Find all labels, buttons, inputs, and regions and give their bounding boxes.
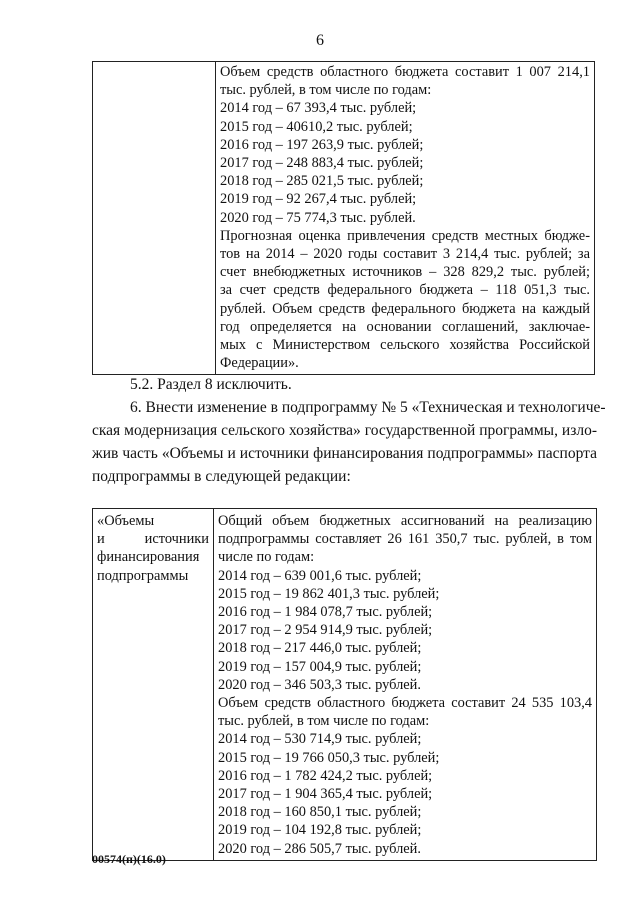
table-line: Федерации». — [220, 355, 299, 372]
table-line: 2015 год – 19 766 050,3 тыс. рублей; — [218, 749, 440, 766]
table-line: 2014 год – 530 714,9 тыс. рублей; — [218, 731, 422, 748]
funding-table-continued — [92, 61, 595, 375]
paragraph-line: жив часть «Объемы и источники финансирования подпрограммы» паспорта — [92, 445, 597, 462]
document-code: 00574(п)(16.0) — [92, 852, 166, 866]
table-line: 2015 год – 40610,2 тыс. рублей; — [220, 118, 413, 135]
table-line: счет внебюджетных источников – 328 829,2 тыс. рублей; — [220, 264, 590, 281]
paragraph-line: ская модернизация сельского хозяйства» государственной программы, изло- — [92, 422, 597, 439]
table-row — [93, 509, 597, 861]
table-line: 2016 год – 1 782 424,2 тыс. рублей; — [218, 767, 433, 784]
table-line: Объем средств областного бюджета составит 1 007 214,1 — [220, 64, 590, 80]
table-line: 2017 год – 1 904 365,4 тыс. рублей; — [218, 786, 433, 803]
table-line: за счет средств федерального бюджета – 118 051,3 тыс. — [220, 282, 590, 299]
paragraph-5-2: 5.2. Раздел 8 исключить. — [130, 376, 292, 393]
table-line: тыс. рублей, в том числе по годам: — [218, 713, 430, 730]
table-line: 2019 год – 104 192,8 тыс. рублей; — [218, 822, 422, 839]
table-line: числе по годам: — [218, 549, 315, 566]
table-left-line: финансирования — [97, 549, 200, 566]
table-line: 2016 год – 197 263,9 тыс. рублей; — [220, 136, 424, 153]
table-line: 2018 год – 285 021,5 тыс. рублей; — [220, 173, 424, 190]
table-line: 2017 год – 2 954 914,9 тыс. рублей; — [218, 622, 433, 639]
table-line: мых с Министерством сельского хозяйства Российской — [220, 337, 590, 354]
table-line: 2020 год – 286 505,7 тыс. рублей. — [218, 840, 421, 857]
paragraph-line: 6. Внести изменение в подпрограмму № 5 «Техническая и технологиче- — [130, 399, 606, 416]
table-line: год определяется на основании соглашений, заключае- — [220, 318, 590, 335]
table-line: 2018 год – 217 446,0 тыс. рублей; — [218, 640, 422, 657]
paragraph-6 — [92, 396, 606, 488]
table-line: 2019 год – 92 267,4 тыс. рублей; — [220, 191, 417, 208]
table-line: рублей. Объем средств федерального бюджета на каждый — [220, 300, 590, 317]
table-line: 2014 год – 639 001,6 тыс. рублей; — [218, 567, 422, 584]
table-right-cell — [216, 62, 595, 375]
table-line: Прогнозная оценка привлечения средств местных бюдже- — [220, 227, 590, 244]
table-line: подпрограммы составляет 26 161 350,7 тыс. рублей, в том — [218, 531, 592, 548]
table-line: 2016 год – 1 984 078,7 тыс. рублей; — [218, 604, 433, 621]
table-line: 2015 год – 19 862 401,3 тыс. рублей; — [218, 585, 440, 602]
table-left-cell — [93, 509, 214, 861]
paragraph-line: подпрограммы в следующей редакции: — [92, 468, 351, 485]
table-row — [93, 62, 595, 375]
table-line: Общий объем бюджетных ассигнований на реализацию — [218, 513, 592, 529]
table-line: 2014 год – 67 393,4 тыс. рублей; — [220, 100, 417, 117]
table-line: 2017 год – 248 883,4 тыс. рублей; — [220, 155, 424, 172]
table-left-cell — [93, 62, 216, 375]
table-right-cell — [214, 509, 597, 861]
table-line: 2020 год – 346 503,3 тыс. рублей. — [218, 676, 421, 693]
table-line: Объем средств областного бюджета составит 24 535 103,4 — [218, 695, 592, 712]
table-left-line: и источники — [97, 531, 209, 548]
page-number: 6 — [316, 32, 324, 49]
table-line: тыс. рублей, в том числе по годам: — [220, 82, 432, 99]
table-line: тов на 2014 – 2020 годы составит 3 214,4 тыс. рублей; за — [220, 246, 590, 263]
table-line: 2020 год – 75 774,3 тыс. рублей. — [220, 209, 416, 226]
table-left-line: «Объемы — [97, 513, 155, 529]
funding-table-subprogram-5 — [92, 508, 597, 861]
table-line: 2019 год – 157 004,9 тыс. рублей; — [218, 658, 422, 675]
table-line: 2018 год – 160 850,1 тыс. рублей; — [218, 804, 422, 821]
table-left-line: подпрограммы — [97, 567, 189, 584]
